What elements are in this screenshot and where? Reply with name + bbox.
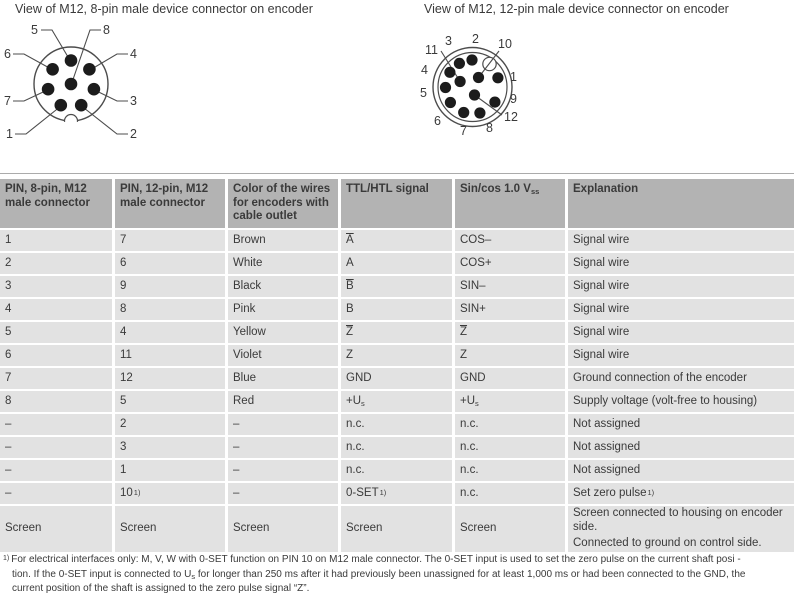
table-cell: GND (455, 368, 568, 391)
pin-label-3: 3 (130, 94, 137, 108)
table-row (0, 437, 794, 460)
pin-assignment-section (0, 173, 794, 554)
table-row (0, 391, 794, 414)
table-cell: White (228, 253, 341, 276)
diagram-title-12pin: View of M12, 12-pin male device connector on encoder (424, 2, 729, 16)
pin-label-1: 1 (510, 70, 517, 84)
leader-line-pin2 (82, 106, 129, 134)
pin-label-6: 6 (434, 114, 441, 128)
table-cell: Signal wire (568, 276, 794, 299)
pin-label-1: 1 (6, 127, 13, 141)
table-row (0, 368, 794, 391)
pin-dot-7 (458, 107, 469, 118)
pin-label-9: 9 (510, 92, 517, 106)
table-cell: Screen (341, 506, 455, 554)
pin-dot-4 (83, 63, 96, 76)
table-cell: – (0, 460, 115, 483)
pin-dot-2 (75, 99, 88, 112)
table-cell: n.c. (455, 483, 568, 506)
footnote-text-1: For electrical interfaces only: M, V, W with 0-SET function on PIN 10 on M12 male connector. The 0-SET input is used to set the zero pulse on the current shaft posi - (11, 554, 741, 565)
pin-dot-12 (469, 89, 480, 100)
table-cell: 3 (115, 437, 228, 460)
table-cell: Blue (228, 368, 341, 391)
pin-dot-8 (474, 107, 485, 118)
pin-label-4: 4 (421, 63, 428, 77)
pin-label-2: 2 (472, 32, 479, 46)
pin-label-5: 5 (31, 23, 38, 37)
table-header-row (0, 179, 794, 230)
table-cell: n.c. (455, 460, 568, 483)
table-cell: Screen (228, 506, 341, 554)
pin-label-7: 7 (460, 124, 467, 138)
table-cell: 12 (115, 368, 228, 391)
table-cell: Signal wire (568, 299, 794, 322)
table-cell: COS+ (455, 253, 568, 276)
header-pin-8pin: PIN, 8-pin, M12 male connector (0, 179, 115, 230)
table-cell: 9 (115, 276, 228, 299)
table-cell: Screen connected to housing on encoder side. Connected to ground on control side. (568, 506, 794, 554)
footnote (3, 553, 794, 597)
table-cell: Yellow (228, 322, 341, 345)
table-cell: n.c. (341, 460, 455, 483)
pin-label-10: 10 (498, 37, 512, 51)
header-wire-color: Color of the wires for encoders with cable outlet (228, 179, 341, 230)
table-cell: Signal wire (568, 253, 794, 276)
table-row (0, 230, 794, 253)
pin-label-8: 8 (103, 23, 110, 37)
footnote-line-1 (3, 553, 794, 568)
pin-dot-3 (88, 83, 101, 96)
table-cell: 1 (115, 460, 228, 483)
pin-dot-3 (454, 58, 465, 69)
table-cell: 7 (0, 368, 115, 391)
table-header (0, 179, 794, 230)
table-cell: Ground connection of the encoder (568, 368, 794, 391)
table-cell: Screen (115, 506, 228, 554)
table-cell: $\overline{B}$ (341, 276, 455, 299)
header-pin-12pin: PIN, 12-pin, M12 male connector (115, 179, 228, 230)
table-cell: 6 (0, 345, 115, 368)
table-cell: Brown (228, 230, 341, 253)
pin-table-body (0, 230, 794, 554)
table-cell: $\overline{Z}$ (455, 322, 568, 345)
table-row (0, 483, 794, 506)
diagram-title-8pin: View of M12, 8-pin male device connector on encoder (15, 2, 313, 16)
leader-line-pin1 (15, 106, 61, 134)
header-sin-cos: Sin/cos 1.0 Vss (455, 179, 568, 230)
table-cell: 2 (115, 414, 228, 437)
footnote-line-2: tion. If the 0-SET input is connected to $U_s$ for longer than 250 ms after it had previously been unassigned for at least 1,000 ms or had been connected to the GND, the (12, 568, 746, 581)
table-cell: n.c. (341, 437, 455, 460)
pin-label-7: 7 (4, 94, 11, 108)
pin-label-12: 12 (504, 110, 518, 124)
table-cell: 10$^{1)}$ (115, 483, 228, 506)
table-cell: Z (455, 345, 568, 368)
table-cell: 0-SET$^{1)}$ (341, 483, 455, 506)
pin-dot-4 (444, 67, 455, 78)
table-cell: – (0, 483, 115, 506)
table-cell: SIN– (455, 276, 568, 299)
pin-dot-7 (42, 83, 55, 96)
table-cell: +Us (455, 391, 568, 414)
table-cell: 4 (115, 322, 228, 345)
table-cell: Signal wire (568, 322, 794, 345)
table-row (0, 345, 794, 368)
table-cell: 7 (115, 230, 228, 253)
table-cell: $\overline{A}$ (341, 230, 455, 253)
table-row (0, 414, 794, 437)
pin-dot-1 (55, 99, 68, 112)
table-cell: $\overline{Z}$ (341, 322, 455, 345)
table-cell: GND (341, 368, 455, 391)
table-row (0, 253, 794, 276)
pin-dot-6 (46, 63, 59, 76)
table-cell: 2 (0, 253, 115, 276)
pin-dot-5 (440, 82, 451, 93)
m12-8pin-connector-diagram (0, 10, 150, 155)
table-cell: – (228, 437, 341, 460)
table-cell: Screen (455, 506, 568, 554)
table-row (0, 299, 794, 322)
pin-assignment-table (0, 179, 794, 554)
table-row (0, 460, 794, 483)
table-cell: 11 (115, 345, 228, 368)
pin-label-3: 3 (445, 34, 452, 48)
table-cell: – (0, 414, 115, 437)
pin-dot-1 (492, 72, 503, 83)
pin-dot-8 (65, 78, 78, 91)
table-cell: – (228, 414, 341, 437)
m12-12pin-connector-diagram (398, 14, 568, 149)
table-cell: A (341, 253, 455, 276)
pin-dot-5 (65, 54, 78, 67)
table-cell: 8 (0, 391, 115, 414)
table-cell: 6 (115, 253, 228, 276)
table-cell: – (228, 460, 341, 483)
table-cell: 5 (0, 322, 115, 345)
table-cell: B (341, 299, 455, 322)
table-cell: Red (228, 391, 341, 414)
table-cell: n.c. (455, 437, 568, 460)
pin-label-5: 5 (420, 86, 427, 100)
footnote-marker: 1) (3, 555, 10, 562)
header-ttl-htl: TTL/HTL signal (341, 179, 455, 230)
table-cell: Not assigned (568, 437, 794, 460)
table-row (0, 276, 794, 299)
footnote-line-3: current position of the shaft is assigned to the zero pulse signal “Z”. (12, 583, 310, 594)
table-cell: Not assigned (568, 460, 794, 483)
table-cell: – (228, 483, 341, 506)
table-cell: Violet (228, 345, 341, 368)
pin-label-6: 6 (4, 47, 11, 61)
pin-dot-11 (455, 76, 466, 87)
table-cell: Signal wire (568, 345, 794, 368)
pin-label-8: 8 (486, 121, 493, 135)
table-cell: COS– (455, 230, 568, 253)
table-cell: Pink (228, 299, 341, 322)
table-cell: – (0, 437, 115, 460)
table-cell: +Us (341, 391, 455, 414)
table-cell: Not assigned (568, 414, 794, 437)
pin-dot-9 (489, 97, 500, 108)
table-cell: 5 (115, 391, 228, 414)
table-row (0, 506, 794, 554)
table-cell: Z (341, 345, 455, 368)
pin-label-2: 2 (130, 127, 137, 141)
table-cell: 3 (0, 276, 115, 299)
table-cell: SIN+ (455, 299, 568, 322)
table-cell: Signal wire (568, 230, 794, 253)
pin-dot-10 (473, 72, 484, 83)
pin-label-4: 4 (130, 47, 137, 61)
table-cell: Set zero pulse$^{1)}$ (568, 483, 794, 506)
table-cell: n.c. (455, 414, 568, 437)
table-cell: 4 (0, 299, 115, 322)
table-cell: Black (228, 276, 341, 299)
table-cell: 1 (0, 230, 115, 253)
table-cell: n.c. (341, 414, 455, 437)
table-cell: 8 (115, 299, 228, 322)
table-cell: Screen (0, 506, 115, 554)
header-explanation: Explanation (568, 179, 794, 230)
table-row (0, 322, 794, 345)
pin-dot-6 (445, 97, 456, 108)
table-top-rule (0, 173, 794, 174)
pin-label-11: 11 (425, 43, 438, 57)
pin-dot-2 (466, 54, 477, 65)
table-cell: Supply voltage (volt-free to housing) (568, 391, 794, 414)
